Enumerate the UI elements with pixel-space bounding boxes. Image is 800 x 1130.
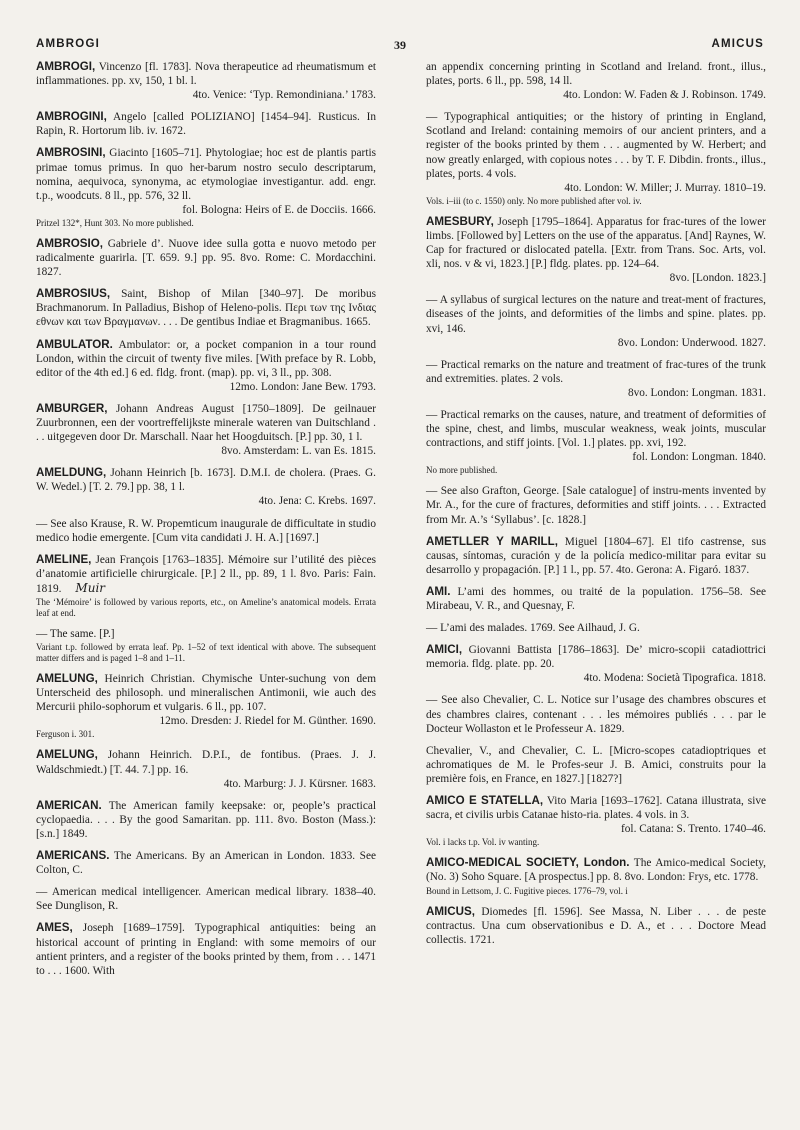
entry-note: Bound in Lettsom, J. C. Fugitive pieces. 1776–79, vol. i [426, 885, 628, 896]
entry-body: an appendix concerning printing in Scotland and Ireland. front., illus., plates, ports. 6 ll., pp. 598, 14 ll. [426, 61, 766, 88]
catalog-entry [426, 60, 766, 102]
catalog-entry [426, 408, 766, 476]
catalog-entry [426, 693, 766, 735]
catalog-entry [426, 535, 766, 577]
entry-body: Chevalier, V., and Chevalier, C. L. [Micro-scopes catadioptriques et achromatiques de M. le Profes-seur J. B. Amici, construits pour la première fois, en France, en 1827.] [1827?] [426, 744, 766, 785]
entry-imprint: fol. Bologna: Heirs of E. de Docciis. 1666. [182, 203, 376, 216]
entry-imprint: 4to. Venice: ‘Typ. Remondiniana.’ 1783. [192, 89, 376, 102]
handwritten-signature: Muir [75, 580, 106, 595]
catalog-entry [36, 517, 376, 545]
running-head-right: AMICUS [711, 38, 764, 50]
entry-heading: AMERICANS. [36, 849, 110, 863]
catalog-entry [426, 484, 766, 526]
entry-heading: AMBROGINI, [36, 110, 107, 124]
entry-heading: AMES, [36, 921, 73, 935]
entry-heading: AMICO E STATELLA, [426, 794, 544, 808]
entry-body: — Typographical antiquities; or the history of printing in England, Scotland and Ireland: containing memoirs of our ancient printers, and a register of the books printed by them . . . augmented by W. Herbert; and now greatly enlarged, with copious notes . . . by T. F. Dibdin. fronts., illus., plates, ports. 4 vols. [426, 111, 766, 180]
entry-body: — American medical intelligencer. American medical library. 1838–40. See Dunglison, R. [36, 886, 376, 913]
entry-body: Angelo [called POLIZIANO] [1454–94]. Rusticus. In Rapin, R. Hortorum lib. iv. 1672. [36, 111, 376, 138]
catalog-entry [36, 402, 376, 458]
catalog-entry [36, 338, 376, 394]
catalog-entry [36, 110, 376, 138]
catalog-entry [426, 744, 766, 786]
entry-note: Ferguson i. 301. [36, 729, 95, 740]
entry-heading: AMERICAN. [36, 798, 102, 812]
catalog-entry [36, 287, 376, 329]
entry-imprint: 4to. London: W. Miller; J. Murray. 1810–19. [564, 181, 766, 194]
entry-heading: AMI. [426, 584, 451, 598]
running-header [36, 38, 764, 56]
entry-body: — See also Krause, R. W. Propemticum inaugurale de difficultate in studio medico hodie emergente. [Cum vita candidati J. H. A.] [1697.] [36, 517, 376, 544]
entry-note: Variant t.p. followed by errata leaf. Pp. 1–52 of text identical with above. The subsequent matter differs and is paged 1–8 and 1–11. [36, 642, 376, 664]
entry-body: Joseph [1795–1864]. Apparatus for frac-tures of the lower limbs. [Followed by] Letters on the use of the apparatus. [And] Raynes, W. Cap for fractured or dislocated patella. [Extr. from Trans. Soc. Arts, vol. xli, nos. v & vi, 1823.] [P.] fldg. plates. pp. 124–64. [426, 215, 766, 271]
entry-heading: AMBROSIUS, [36, 287, 111, 301]
catalog-entry [426, 856, 766, 896]
catalog-entry [36, 146, 376, 228]
catalog-entry [426, 621, 766, 635]
entry-body: Ambulator: or, a pocket companion in a tour round London, within the circuit of twenty five miles. [With preface by R. Lobb, editor of the 4th ed.] 6 ed. fldg. front. (map). pp. vi, 3 ll., pp. 308. [36, 338, 376, 379]
entry-body: The American family keepsake: or, people’s practical cyclopaedia. . . . By the good Samaritan. pp. 111. 8vo. Boston (Mass.): [s.n.] 1849. [36, 799, 376, 840]
catalog-entry [426, 110, 766, 207]
entry-heading: AMBROSIO, [36, 236, 103, 250]
entry-body: Vito Maria [1693–1762]. Catana illustrata, sive sacra, et civilis urbis Catanae histo-ria. plates. 4 vols. in 3. [426, 795, 767, 822]
entry-heading: AMESBURY, [426, 214, 494, 228]
catalog-entry [36, 627, 376, 664]
catalog-entry [426, 358, 766, 400]
entry-body: Johann Heinrich. D.P.I., de fontibus. (Praes. J. J. Waldschmiedt.) [T. 44. 7.] pp. 16. [36, 749, 376, 776]
catalog-entry [426, 215, 766, 285]
entry-heading: AMELUNG, [36, 748, 98, 762]
catalog-entry [36, 237, 376, 279]
entry-note: Vol. i lacks t.p. Vol. iv wanting. [426, 837, 540, 848]
entry-body: — L’ami des malades. 1769. See Ailhaud, J. G. [426, 622, 640, 635]
entry-note: Pritzel 132*, Hunt 303. No more published. [36, 217, 194, 228]
entry-body: The Amico-medical Society, (No. 3) Soho Square. [A prospectus.] pp. 8. 8vo. London: Frys, etc. 1778. [426, 857, 767, 884]
catalog-entry [36, 466, 376, 508]
catalog-entry [36, 672, 376, 740]
entry-body: Heinrich Christian. Chymische Unter-suchung von dem Unterscheid des philosoph. und mineralischen Antimonii, wie auch des Mercurii philo-sophorum et vulgaris. 6 ll., pp. 107. [36, 673, 376, 714]
entry-heading: AMELDUNG, [36, 466, 107, 480]
catalog-entry [36, 799, 376, 841]
entry-body: Vincenzo [fl. 1783]. Nova therapeutice ad rheumatismum et inflammationes. pp. xv, 150, 1 bl. l. [36, 61, 376, 88]
catalog-entry [426, 643, 766, 685]
catalog-entry [36, 553, 376, 619]
entry-heading: AMBROGI, [36, 60, 96, 73]
catalog-entry [426, 905, 766, 947]
entry-imprint: 4to. Modena: Società Tipografica. 1818. [583, 672, 766, 685]
entry-imprint: 8vo. London: Longman. 1831. [627, 386, 766, 399]
entry-imprint: 4to. London: W. Faden & J. Robinson. 1749. [563, 89, 766, 102]
entry-heading: AMBROSINI, [36, 146, 106, 160]
entry-note: Vols. i–iii (to c. 1550) only. No more published after vol. iv. [426, 195, 642, 206]
entry-heading: AMICO-MEDICAL SOCIETY, London. [426, 856, 630, 870]
running-head-left: AMBROGI [36, 38, 100, 50]
entry-body: — The same. [P.] [36, 628, 115, 640]
entry-imprint: 8vo. Amsterdam: L. van Es. 1815. [221, 445, 376, 458]
entry-heading: AMELUNG, [36, 672, 98, 686]
entry-heading: AMICI, [426, 643, 463, 657]
catalog-entry [36, 60, 376, 102]
entry-body: L’ami des hommes, ou traité de la population. 1756–58. See Mirabeau, V. R., and Quesnay, F. [426, 585, 766, 612]
entry-heading: AMBURGER, [36, 401, 108, 415]
entry-imprint: fol. Catana: S. Trento. 1740–46. [621, 823, 766, 836]
entry-imprint: 12mo. Dresden: J. Riedel for M. Günther. 1690. [159, 715, 376, 728]
entry-body: — Practical remarks on the causes, nature, and treatment of deformities of the spine, chest, and limbs, muscular weakness, weak joints, muscular contractions, and stiff joints. [Vol. 1.] plates. pp. xvi, 192. [426, 408, 766, 450]
catalog-entry [36, 849, 376, 877]
page-number: 39 [394, 38, 406, 52]
entry-heading: AMELINE, [36, 552, 92, 566]
entry-imprint: 4to. Marburg: J. J. Kürsner. 1683. [223, 777, 376, 790]
catalog-entry [36, 885, 376, 913]
entry-body: Diomedes [fl. 1596]. See Massa, N. Liber . . . de peste contractus. Una cum observationibus e D. A., et . . . Doctore Mead collectis. 1721. [426, 905, 766, 946]
entry-body: Gabriele d’. Nuove idee sulla gotta e nuovo metodo per radicalmente guarirla. [T. 659. 9.] pp. 95. 8vo. Rome: C. Mordacchini. 1827. [36, 237, 376, 279]
catalog-entry [426, 585, 766, 613]
entry-body: Jean François [1763–1835]. Mémoire sur l’utilité des pièces d’anatomie artificielle chirurgicale. [P.] 2 ll., pp. 89, 1 l. 8vo. Paris: Fain. 1819. [36, 553, 376, 595]
entry-imprint: 12mo. London: Jane Bew. 1793. [229, 380, 376, 393]
entry-body: Johann Heinrich [b. 1673]. D.M.I. de cholera. (Praes. G. W. Wedel.) [T. 2. 79.] pp. 38, 1 l. [36, 467, 376, 494]
entry-body: — Practical remarks on the nature and treatment of frac-tures of the trunk and extremities. plates. 2 vols. [426, 358, 766, 385]
catalog-entry [36, 921, 376, 977]
catalog-entry [426, 293, 766, 349]
entry-note: The ‘Mémoire’ is followed by various reports, etc., on Ameline’s anatomical models. Errata leaf at end. [36, 597, 376, 618]
entry-imprint: fol. London: Longman. 1840. [632, 451, 766, 464]
entry-heading: AMETLLER Y MARILL, [426, 534, 558, 548]
entry-note: No more published. [426, 465, 498, 476]
catalog-entry [36, 748, 376, 790]
left-column [36, 60, 376, 986]
right-column [426, 60, 766, 955]
entry-body: Johann Andreas August [1750–1809]. De geilnauer Zuurbronnen, een der voortreffelijkste minerale wateren van Duitschland . . . uitgegeven door Dr. Marschall. Naar het Hoogduitsch. [P.] pp. 30, 1 l. [36, 402, 376, 444]
entry-body: — See also Chevalier, C. L. Notice sur l’usage des chambres obscures et des chambres claires, contenant . . . les mémoires publiés . . . par le Docteur Wollaston et le Professeur A. 1829. [426, 694, 766, 735]
entry-imprint: 8vo. London: Underwood. 1827. [617, 336, 766, 349]
entry-heading: AMICUS, [426, 904, 475, 918]
entry-body: Miguel [1804–67]. El tifo castrense, sus causas, síntomas, curación y de la policía medico-militar para evitar su desarrollo y propagación. [P.] 1 l., pp. 57. 4to. Gerona: A. Figaró. 1837. [426, 535, 766, 576]
entry-body: Giovanni Battista [1786–1863]. De’ micro-scopii catadiottrici memoria. fldg. plate. pp. 20. [426, 644, 766, 671]
entry-body: — See also Grafton, George. [Sale catalogue] of instru-ments invented by Mr. A., for the cure of fractures, deformities and stiff joints. . . . Extracted from Mr. A.’s ‘Syllabus’. [c. 1828.] [426, 485, 766, 526]
entry-imprint: 4to. Jena: C. Krebs. 1697. [258, 495, 376, 508]
entry-body: The Americans. By an American in London. 1833. See Colton, C. [36, 850, 376, 877]
entry-body: Giacinto [1605–71]. Phytologiae; hoc est de plantis partis primae tomus primus. In quo her-barum nostro seculo descriptarum, nomina, aequivoca, synonyma, ac etymologiae investigantur. add. engr. t.p., woodcuts. 8 ll., pp. 576, 32 ll. [36, 147, 376, 202]
entry-body: Joseph [1689–1759]. Typographical antiquities: being an historical account of printing in England: with some memoirs of our antient printers, and a register of the books printed by them, from . . . 1471 to . . . 1600. With [36, 922, 376, 977]
entry-imprint: 8vo. [London. 1823.] [669, 272, 766, 285]
catalog-entry [426, 794, 766, 848]
entry-heading: AMBULATOR. [36, 337, 113, 351]
entry-body: Saint, Bishop of Milan [340–97]. De moribus Brachmanorum. In Palladius, Bishop of Heleno-polis. Περι των της Ινδιας εθνων και των Βραγμανων. . . . De gentibus Indiae et Bragmanibus. 1665. [36, 288, 376, 329]
entry-body: — A syllabus of surgical lectures on the nature and treat-ment of fractures, diseases of the joints, and deformities of the limbs and spine. plates. pp. xvi, 146. [426, 294, 766, 335]
